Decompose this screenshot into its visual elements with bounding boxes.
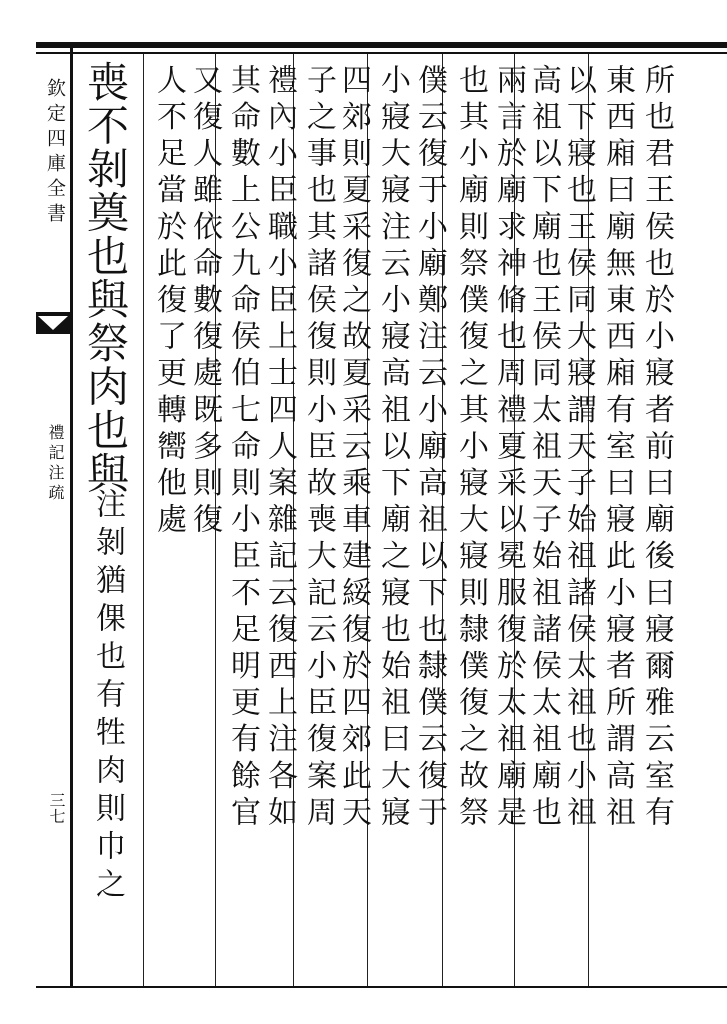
text-column-13: 又復人雖依命數復處既多則復: [187, 64, 222, 540]
page-number: 三七: [47, 792, 66, 824]
top-border-thick: [36, 42, 727, 48]
left-frame-line: [70, 48, 73, 988]
text-column-6: 也其小廟則祭僕復之其小寢大寢則隸僕復之故祭: [453, 64, 488, 833]
text-column-5: 兩言於廟求神脩也周禮夏采以冕服復於太祖廟是: [491, 64, 526, 833]
text-column-2: 東西廂曰廟無東西廂有室曰寢此小寢者所謂高祖: [600, 64, 635, 833]
text-column-1: 所也君王侯也於小寢者前曰廟後曰寢爾雅云室有: [639, 64, 674, 833]
column-rule: [143, 54, 144, 986]
text-column-11: 禮內小臣職小臣上士四人案雜記云復西上注各如: [262, 64, 297, 833]
commentary-text: 注剝猶倮也有牲肉則巾之: [90, 488, 125, 906]
collection-title: 欽定四庫全書: [44, 78, 66, 228]
top-border-thin: [36, 52, 727, 54]
text-column-3: 以下寢也王侯同大寢謂天子始祖諸侯太祖也小祖: [561, 64, 596, 833]
text-column-10: 子之事也其諸侯復則小臣故喪大記云小臣復案周: [301, 64, 336, 833]
classic-main-text: 喪不剝奠也與祭肉也與: [81, 60, 130, 495]
text-column-8: 小寢大寢注云小寢高祖以下廟之寢也始祖曰大寢: [375, 64, 410, 833]
text-column-14: 人不足當於此復了更轉嚮他處: [151, 64, 186, 540]
bottom-border: [36, 986, 727, 988]
book-title: 禮記注疏: [46, 424, 65, 504]
text-column-4: 高祖以下廟也王侯同太祖天子始祖諸侯太祖廟也: [526, 64, 561, 833]
text-column-12: 其命數上公九命侯伯七命則小臣不足明更有餘官: [225, 64, 260, 833]
text-column-9: 四郊則夏采復之故夏采云乘車建綏復於四郊此天: [336, 64, 371, 833]
text-column-7: 僕云復于小廟鄭注云小廟高祖以下也隸僕云復于: [412, 64, 447, 833]
